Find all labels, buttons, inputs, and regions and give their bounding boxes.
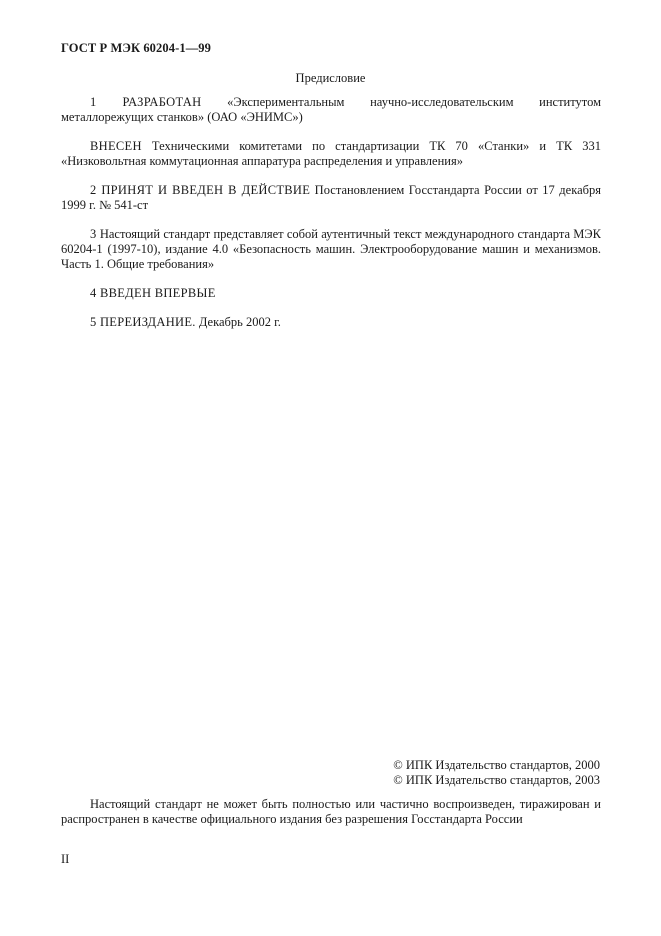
paragraph-introduced	[61, 139, 601, 169]
paragraph-text: Постановлением Госстандарта России от 17 декабря 1999 г. № 541-ст	[61, 183, 601, 212]
section-title: Предисловие	[295, 71, 366, 85]
paragraph-lead: 3	[90, 227, 97, 241]
paragraph-text: Декабрь 2002 г.	[195, 315, 281, 329]
copyright-block	[393, 758, 600, 788]
document-header: ГОСТ Р МЭК 60204-1—99	[61, 41, 211, 55]
paragraph-reissue	[61, 315, 601, 330]
paragraph-text: Настоящий стандарт представляет собой аутентичный текст международного стандарта МЭК 60204-1 (1997-10), издание 4.0 «Безопасность машин. Электрооборудование машин и механизмов. Часть 1. Общие требования»	[61, 227, 601, 271]
paragraph-text: Техническими комитетами по стандартизации ТК 70 «Станки» и ТК 331 «Низковольтная коммутационная аппаратура распределения и управления»	[61, 139, 601, 168]
paragraph-developed	[61, 95, 601, 125]
paragraph-text: «Экспериментальным научно-исследовательским институтом металлорежущих станков» (ОАО «ЭНИМС»)	[61, 95, 601, 124]
foreword-body	[61, 95, 601, 344]
copyright-line: © ИПК Издательство стандартов, 2003	[393, 773, 600, 787]
copyright-line: © ИПК Издательство стандартов, 2000	[393, 758, 600, 772]
paragraph-authentic-text	[61, 227, 601, 272]
paragraph-adopted	[61, 183, 601, 213]
paragraph-lead: ВНЕСЕН	[90, 139, 142, 153]
paragraph-lead: 1 РАЗРАБОТАН	[90, 95, 202, 109]
paragraph-lead: 4 ВВЕДЕН ВПЕРВЫЕ	[90, 286, 216, 300]
reproduction-notice: Настоящий стандарт не может быть полностью или частично воспроизведен, тиражирован и распространен в качестве официального издания без разрешения Госстандарта России	[61, 797, 601, 826]
paragraph-lead: 5 ПЕРЕИЗДАНИЕ.	[90, 315, 196, 329]
page-number: II	[61, 852, 70, 866]
paragraph-lead: 2 ПРИНЯТ И ВВЕДЕН В ДЕЙСТВИЕ	[90, 183, 311, 197]
paragraph-first-introduced	[61, 286, 601, 301]
